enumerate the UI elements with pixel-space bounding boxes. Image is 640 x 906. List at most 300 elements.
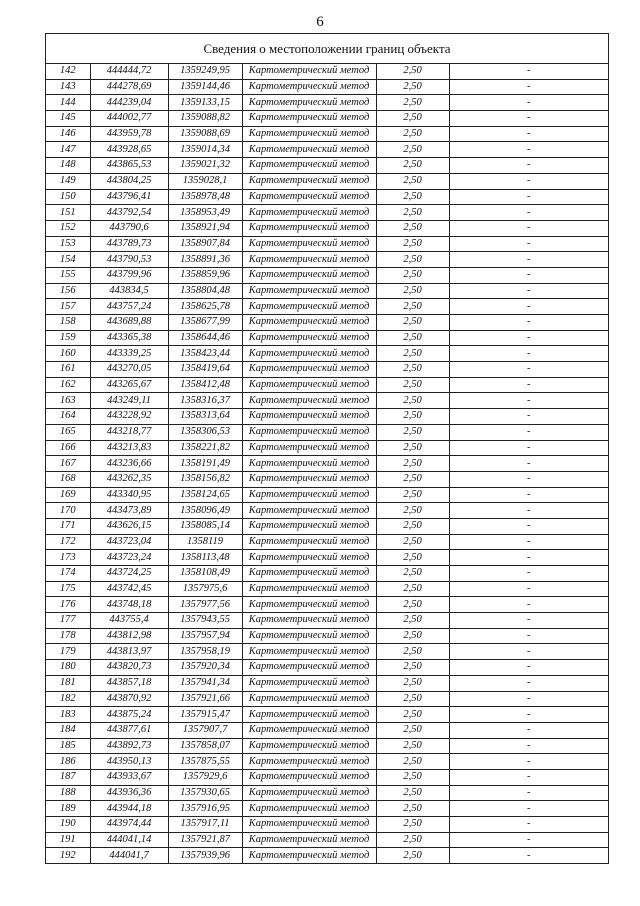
- table-row: [46, 377, 608, 393]
- table-row: [46, 456, 608, 472]
- x-coordinate-cell: 443249,11: [90, 393, 168, 409]
- method-cell: Картометрический метод: [242, 550, 376, 566]
- y-coordinate-cell: 1357943,55: [168, 613, 242, 629]
- description-cell: -: [449, 173, 608, 189]
- y-coordinate-cell: 1357958,19: [168, 644, 242, 660]
- method-cell: Картометрический метод: [242, 769, 376, 785]
- y-coordinate-cell: 1358306,53: [168, 424, 242, 440]
- point-number-cell: 150: [46, 189, 90, 205]
- table-row: [46, 801, 608, 817]
- description-cell: -: [449, 220, 608, 236]
- x-coordinate-cell: 443365,38: [90, 330, 168, 346]
- x-coordinate-cell: 443626,15: [90, 518, 168, 534]
- description-cell: -: [449, 785, 608, 801]
- point-number-cell: 183: [46, 707, 90, 723]
- description-cell: -: [449, 503, 608, 519]
- point-number-cell: 161: [46, 362, 90, 378]
- description-cell: -: [449, 581, 608, 597]
- table-row: [46, 424, 608, 440]
- y-coordinate-cell: 1357929,6: [168, 769, 242, 785]
- table-row: [46, 707, 608, 723]
- table-row: [46, 393, 608, 409]
- point-number-cell: 144: [46, 95, 90, 111]
- x-coordinate-cell: 443723,04: [90, 534, 168, 550]
- method-cell: Картометрический метод: [242, 111, 376, 127]
- method-cell: Картометрический метод: [242, 330, 376, 346]
- method-cell: Картометрический метод: [242, 675, 376, 691]
- method-cell: Картометрический метод: [242, 660, 376, 676]
- x-coordinate-cell: 443790,6: [90, 220, 168, 236]
- method-cell: Картометрический метод: [242, 64, 376, 79]
- accuracy-cell: 2,50: [376, 566, 449, 582]
- point-number-cell: 158: [46, 315, 90, 331]
- y-coordinate-cell: 1357917,11: [168, 817, 242, 833]
- description-cell: -: [449, 236, 608, 252]
- x-coordinate-cell: 443789,73: [90, 236, 168, 252]
- accuracy-cell: 2,50: [376, 220, 449, 236]
- method-cell: Картометрический метод: [242, 487, 376, 503]
- y-coordinate-cell: 1358419,64: [168, 362, 242, 378]
- table-row: [46, 64, 608, 79]
- description-cell: -: [449, 644, 608, 660]
- x-coordinate-cell: 443792,54: [90, 205, 168, 221]
- coordinates-table-body: [46, 64, 608, 863]
- description-cell: -: [449, 315, 608, 331]
- point-number-cell: 182: [46, 691, 90, 707]
- description-cell: -: [449, 613, 608, 629]
- method-cell: Картометрический метод: [242, 471, 376, 487]
- y-coordinate-cell: 1357907,7: [168, 722, 242, 738]
- method-cell: Картометрический метод: [242, 79, 376, 95]
- table-title: Сведения о местоположении границ объекта: [46, 34, 608, 64]
- method-cell: Картометрический метод: [242, 738, 376, 754]
- method-cell: Картометрический метод: [242, 534, 376, 550]
- y-coordinate-cell: 1358313,64: [168, 409, 242, 425]
- y-coordinate-cell: 1358096,49: [168, 503, 242, 519]
- y-coordinate-cell: 1358191,49: [168, 456, 242, 472]
- table-row: [46, 236, 608, 252]
- accuracy-cell: 2,50: [376, 440, 449, 456]
- x-coordinate-cell: 444002,77: [90, 111, 168, 127]
- point-number-cell: 164: [46, 409, 90, 425]
- point-number-cell: 145: [46, 111, 90, 127]
- point-number-cell: 159: [46, 330, 90, 346]
- table-row: [46, 362, 608, 378]
- description-cell: -: [449, 660, 608, 676]
- point-number-cell: 189: [46, 801, 90, 817]
- method-cell: Картометрический метод: [242, 628, 376, 644]
- point-number-cell: 174: [46, 566, 90, 582]
- method-cell: Картометрический метод: [242, 722, 376, 738]
- method-cell: Картометрический метод: [242, 346, 376, 362]
- description-cell: -: [449, 189, 608, 205]
- y-coordinate-cell: 1357875,55: [168, 754, 242, 770]
- method-cell: Картометрический метод: [242, 817, 376, 833]
- point-number-cell: 151: [46, 205, 90, 221]
- point-number-cell: 142: [46, 64, 90, 79]
- y-coordinate-cell: 1357941,34: [168, 675, 242, 691]
- table-row: [46, 471, 608, 487]
- method-cell: Картометрический метод: [242, 236, 376, 252]
- method-cell: Картометрический метод: [242, 126, 376, 142]
- page-number: 6: [316, 14, 324, 30]
- accuracy-cell: 2,50: [376, 111, 449, 127]
- description-cell: -: [449, 330, 608, 346]
- y-coordinate-cell: 1359021,32: [168, 158, 242, 174]
- x-coordinate-cell: 443724,25: [90, 566, 168, 582]
- accuracy-cell: 2,50: [376, 769, 449, 785]
- table-row: [46, 722, 608, 738]
- accuracy-cell: 2,50: [376, 236, 449, 252]
- table-row: [46, 503, 608, 519]
- y-coordinate-cell: 1358124,65: [168, 487, 242, 503]
- y-coordinate-cell: 1359144,46: [168, 79, 242, 95]
- method-cell: Картометрический метод: [242, 440, 376, 456]
- y-coordinate-cell: 1358978,48: [168, 189, 242, 205]
- accuracy-cell: 2,50: [376, 675, 449, 691]
- x-coordinate-cell: 443228,92: [90, 409, 168, 425]
- x-coordinate-cell: 443213,83: [90, 440, 168, 456]
- x-coordinate-cell: 443799,96: [90, 267, 168, 283]
- y-coordinate-cell: 1358156,82: [168, 471, 242, 487]
- description-cell: -: [449, 628, 608, 644]
- description-cell: -: [449, 377, 608, 393]
- point-number-cell: 143: [46, 79, 90, 95]
- x-coordinate-cell: 443870,92: [90, 691, 168, 707]
- description-cell: -: [449, 79, 608, 95]
- y-coordinate-cell: 1358644,46: [168, 330, 242, 346]
- point-number-cell: 173: [46, 550, 90, 566]
- description-cell: -: [449, 111, 608, 127]
- method-cell: Картометрический метод: [242, 581, 376, 597]
- table-row: [46, 315, 608, 331]
- point-number-cell: 157: [46, 299, 90, 315]
- y-coordinate-cell: 1358085,14: [168, 518, 242, 534]
- method-cell: Картометрический метод: [242, 644, 376, 660]
- point-number-cell: 175: [46, 581, 90, 597]
- description-cell: -: [449, 362, 608, 378]
- x-coordinate-cell: 443936,36: [90, 785, 168, 801]
- point-number-cell: 186: [46, 754, 90, 770]
- y-coordinate-cell: 1357858,07: [168, 738, 242, 754]
- description-cell: -: [449, 471, 608, 487]
- accuracy-cell: 2,50: [376, 644, 449, 660]
- table-row: [46, 126, 608, 142]
- table-row: [46, 817, 608, 833]
- method-cell: Картометрический метод: [242, 158, 376, 174]
- description-cell: -: [449, 158, 608, 174]
- y-coordinate-cell: 1358108,49: [168, 566, 242, 582]
- description-cell: -: [449, 769, 608, 785]
- x-coordinate-cell: 443796,41: [90, 189, 168, 205]
- point-number-cell: 166: [46, 440, 90, 456]
- description-cell: -: [449, 832, 608, 848]
- description-cell: -: [449, 566, 608, 582]
- x-coordinate-cell: 443959,78: [90, 126, 168, 142]
- point-number-cell: 167: [46, 456, 90, 472]
- y-coordinate-cell: 1358412,48: [168, 377, 242, 393]
- table-row: [46, 769, 608, 785]
- point-number-cell: 177: [46, 613, 90, 629]
- table-row: [46, 189, 608, 205]
- x-coordinate-cell: 443812,98: [90, 628, 168, 644]
- method-cell: Картометрический метод: [242, 832, 376, 848]
- y-coordinate-cell: 1357921,66: [168, 691, 242, 707]
- accuracy-cell: 2,50: [376, 628, 449, 644]
- table-row: [46, 299, 608, 315]
- point-number-cell: 171: [46, 518, 90, 534]
- x-coordinate-cell: 444239,04: [90, 95, 168, 111]
- description-cell: -: [449, 550, 608, 566]
- y-coordinate-cell: 1357977,56: [168, 597, 242, 613]
- description-cell: -: [449, 205, 608, 221]
- accuracy-cell: 2,50: [376, 409, 449, 425]
- description-cell: -: [449, 252, 608, 268]
- table-row: [46, 832, 608, 848]
- x-coordinate-cell: 443933,67: [90, 769, 168, 785]
- accuracy-cell: 2,50: [376, 832, 449, 848]
- x-coordinate-cell: 443265,67: [90, 377, 168, 393]
- accuracy-cell: 2,50: [376, 267, 449, 283]
- y-coordinate-cell: 1358907,84: [168, 236, 242, 252]
- y-coordinate-cell: 1357921,87: [168, 832, 242, 848]
- y-coordinate-cell: 1359028,1: [168, 173, 242, 189]
- point-number-cell: 176: [46, 597, 90, 613]
- table-row: [46, 487, 608, 503]
- description-cell: -: [449, 346, 608, 362]
- x-coordinate-cell: 443857,18: [90, 675, 168, 691]
- point-number-cell: 190: [46, 817, 90, 833]
- method-cell: Картометрический метод: [242, 456, 376, 472]
- method-cell: Картометрический метод: [242, 785, 376, 801]
- y-coordinate-cell: 1358921,94: [168, 220, 242, 236]
- description-cell: -: [449, 487, 608, 503]
- description-cell: -: [449, 722, 608, 738]
- table-row: [46, 566, 608, 582]
- x-coordinate-cell: 443875,24: [90, 707, 168, 723]
- point-number-cell: 147: [46, 142, 90, 158]
- accuracy-cell: 2,50: [376, 754, 449, 770]
- x-coordinate-cell: 443974,44: [90, 817, 168, 833]
- y-coordinate-cell: 1359014,34: [168, 142, 242, 158]
- description-cell: -: [449, 393, 608, 409]
- point-number-cell: 184: [46, 722, 90, 738]
- accuracy-cell: 2,50: [376, 283, 449, 299]
- method-cell: Картометрический метод: [242, 315, 376, 331]
- accuracy-cell: 2,50: [376, 377, 449, 393]
- point-number-cell: 181: [46, 675, 90, 691]
- table-row: [46, 691, 608, 707]
- accuracy-cell: 2,50: [376, 817, 449, 833]
- point-number-cell: 163: [46, 393, 90, 409]
- accuracy-cell: 2,50: [376, 189, 449, 205]
- y-coordinate-cell: 1359133,15: [168, 95, 242, 111]
- table-row: [46, 738, 608, 754]
- accuracy-cell: 2,50: [376, 471, 449, 487]
- accuracy-cell: 2,50: [376, 64, 449, 79]
- y-coordinate-cell: 1357916,95: [168, 801, 242, 817]
- method-cell: Картометрический метод: [242, 848, 376, 863]
- x-coordinate-cell: 443804,25: [90, 173, 168, 189]
- method-cell: Картометрический метод: [242, 252, 376, 268]
- method-cell: Картометрический метод: [242, 754, 376, 770]
- table-row: [46, 785, 608, 801]
- method-cell: Картометрический метод: [242, 707, 376, 723]
- description-cell: -: [449, 597, 608, 613]
- y-coordinate-cell: 1357975,6: [168, 581, 242, 597]
- method-cell: Картометрический метод: [242, 362, 376, 378]
- table-row: [46, 660, 608, 676]
- method-cell: Картометрический метод: [242, 189, 376, 205]
- accuracy-cell: 2,50: [376, 393, 449, 409]
- x-coordinate-cell: 443877,61: [90, 722, 168, 738]
- x-coordinate-cell: 443689,88: [90, 315, 168, 331]
- accuracy-cell: 2,50: [376, 330, 449, 346]
- accuracy-cell: 2,50: [376, 534, 449, 550]
- y-coordinate-cell: 1358625,78: [168, 299, 242, 315]
- y-coordinate-cell: 1359249,95: [168, 64, 242, 79]
- method-cell: Картометрический метод: [242, 377, 376, 393]
- description-cell: -: [449, 142, 608, 158]
- table-row: [46, 644, 608, 660]
- table-row: [46, 158, 608, 174]
- point-number-cell: 146: [46, 126, 90, 142]
- y-coordinate-cell: 1358119: [168, 534, 242, 550]
- point-number-cell: 188: [46, 785, 90, 801]
- method-cell: Картометрический метод: [242, 801, 376, 817]
- description-cell: -: [449, 518, 608, 534]
- method-cell: Картометрический метод: [242, 424, 376, 440]
- description-cell: -: [449, 456, 608, 472]
- accuracy-cell: 2,50: [376, 362, 449, 378]
- table-row: [46, 754, 608, 770]
- description-cell: -: [449, 64, 608, 79]
- x-coordinate-cell: 443944,18: [90, 801, 168, 817]
- accuracy-cell: 2,50: [376, 79, 449, 95]
- x-coordinate-cell: 444041,7: [90, 848, 168, 863]
- x-coordinate-cell: 443742,45: [90, 581, 168, 597]
- point-number-cell: 162: [46, 377, 90, 393]
- y-coordinate-cell: 1358221,82: [168, 440, 242, 456]
- y-coordinate-cell: 1358804,48: [168, 283, 242, 299]
- point-number-cell: 152: [46, 220, 90, 236]
- description-cell: -: [449, 299, 608, 315]
- table-row: [46, 330, 608, 346]
- method-cell: Картометрический метод: [242, 205, 376, 221]
- method-cell: Картометрический метод: [242, 597, 376, 613]
- y-coordinate-cell: 1358423,44: [168, 346, 242, 362]
- table-row: [46, 628, 608, 644]
- method-cell: Картометрический метод: [242, 267, 376, 283]
- method-cell: Картометрический метод: [242, 299, 376, 315]
- point-number-cell: 160: [46, 346, 90, 362]
- point-number-cell: 191: [46, 832, 90, 848]
- x-coordinate-cell: 443834,5: [90, 283, 168, 299]
- table-row: [46, 283, 608, 299]
- description-cell: -: [449, 754, 608, 770]
- method-cell: Картометрический метод: [242, 173, 376, 189]
- accuracy-cell: 2,50: [376, 126, 449, 142]
- table-row: [46, 79, 608, 95]
- y-coordinate-cell: 1359088,69: [168, 126, 242, 142]
- method-cell: Картометрический метод: [242, 566, 376, 582]
- accuracy-cell: 2,50: [376, 142, 449, 158]
- x-coordinate-cell: 443236,66: [90, 456, 168, 472]
- accuracy-cell: 2,50: [376, 299, 449, 315]
- y-coordinate-cell: 1357939,96: [168, 848, 242, 863]
- x-coordinate-cell: 443339,25: [90, 346, 168, 362]
- description-cell: -: [449, 267, 608, 283]
- x-coordinate-cell: 443755,4: [90, 613, 168, 629]
- description-cell: -: [449, 691, 608, 707]
- description-cell: -: [449, 707, 608, 723]
- point-number-cell: 192: [46, 848, 90, 863]
- description-cell: -: [449, 738, 608, 754]
- accuracy-cell: 2,50: [376, 315, 449, 331]
- y-coordinate-cell: 1357957,94: [168, 628, 242, 644]
- description-cell: -: [449, 424, 608, 440]
- x-coordinate-cell: 443723,24: [90, 550, 168, 566]
- point-number-cell: 178: [46, 628, 90, 644]
- accuracy-cell: 2,50: [376, 550, 449, 566]
- accuracy-cell: 2,50: [376, 848, 449, 863]
- accuracy-cell: 2,50: [376, 346, 449, 362]
- point-number-cell: 156: [46, 283, 90, 299]
- y-coordinate-cell: 1357920,34: [168, 660, 242, 676]
- description-cell: -: [449, 95, 608, 111]
- accuracy-cell: 2,50: [376, 722, 449, 738]
- description-cell: -: [449, 675, 608, 691]
- description-cell: -: [449, 817, 608, 833]
- point-number-cell: 187: [46, 769, 90, 785]
- accuracy-cell: 2,50: [376, 707, 449, 723]
- y-coordinate-cell: 1358677,99: [168, 315, 242, 331]
- description-cell: -: [449, 801, 608, 817]
- table-row: [46, 111, 608, 127]
- method-cell: Картометрический метод: [242, 691, 376, 707]
- table-row: [46, 346, 608, 362]
- table-row: [46, 95, 608, 111]
- y-coordinate-cell: 1358113,48: [168, 550, 242, 566]
- y-coordinate-cell: 1357915,47: [168, 707, 242, 723]
- accuracy-cell: 2,50: [376, 424, 449, 440]
- point-number-cell: 155: [46, 267, 90, 283]
- accuracy-cell: 2,50: [376, 487, 449, 503]
- point-number-cell: 148: [46, 158, 90, 174]
- point-number-cell: 180: [46, 660, 90, 676]
- x-coordinate-cell: 443473,89: [90, 503, 168, 519]
- table-row: [46, 440, 608, 456]
- accuracy-cell: 2,50: [376, 660, 449, 676]
- x-coordinate-cell: 443262,35: [90, 471, 168, 487]
- accuracy-cell: 2,50: [376, 158, 449, 174]
- method-cell: Картометрический метод: [242, 220, 376, 236]
- table-row: [46, 173, 608, 189]
- accuracy-cell: 2,50: [376, 173, 449, 189]
- accuracy-cell: 2,50: [376, 597, 449, 613]
- accuracy-cell: 2,50: [376, 252, 449, 268]
- description-cell: -: [527, 849, 531, 861]
- description-cell: -: [449, 126, 608, 142]
- x-coordinate-cell: 444278,69: [90, 79, 168, 95]
- point-number-cell: 179: [46, 644, 90, 660]
- x-coordinate-cell: 443218,77: [90, 424, 168, 440]
- point-number-cell: 185: [46, 738, 90, 754]
- table-row: [46, 409, 608, 425]
- y-coordinate-cell: 1357930,65: [168, 785, 242, 801]
- x-coordinate-cell: 443950,13: [90, 754, 168, 770]
- method-cell: Картометрический метод: [242, 95, 376, 111]
